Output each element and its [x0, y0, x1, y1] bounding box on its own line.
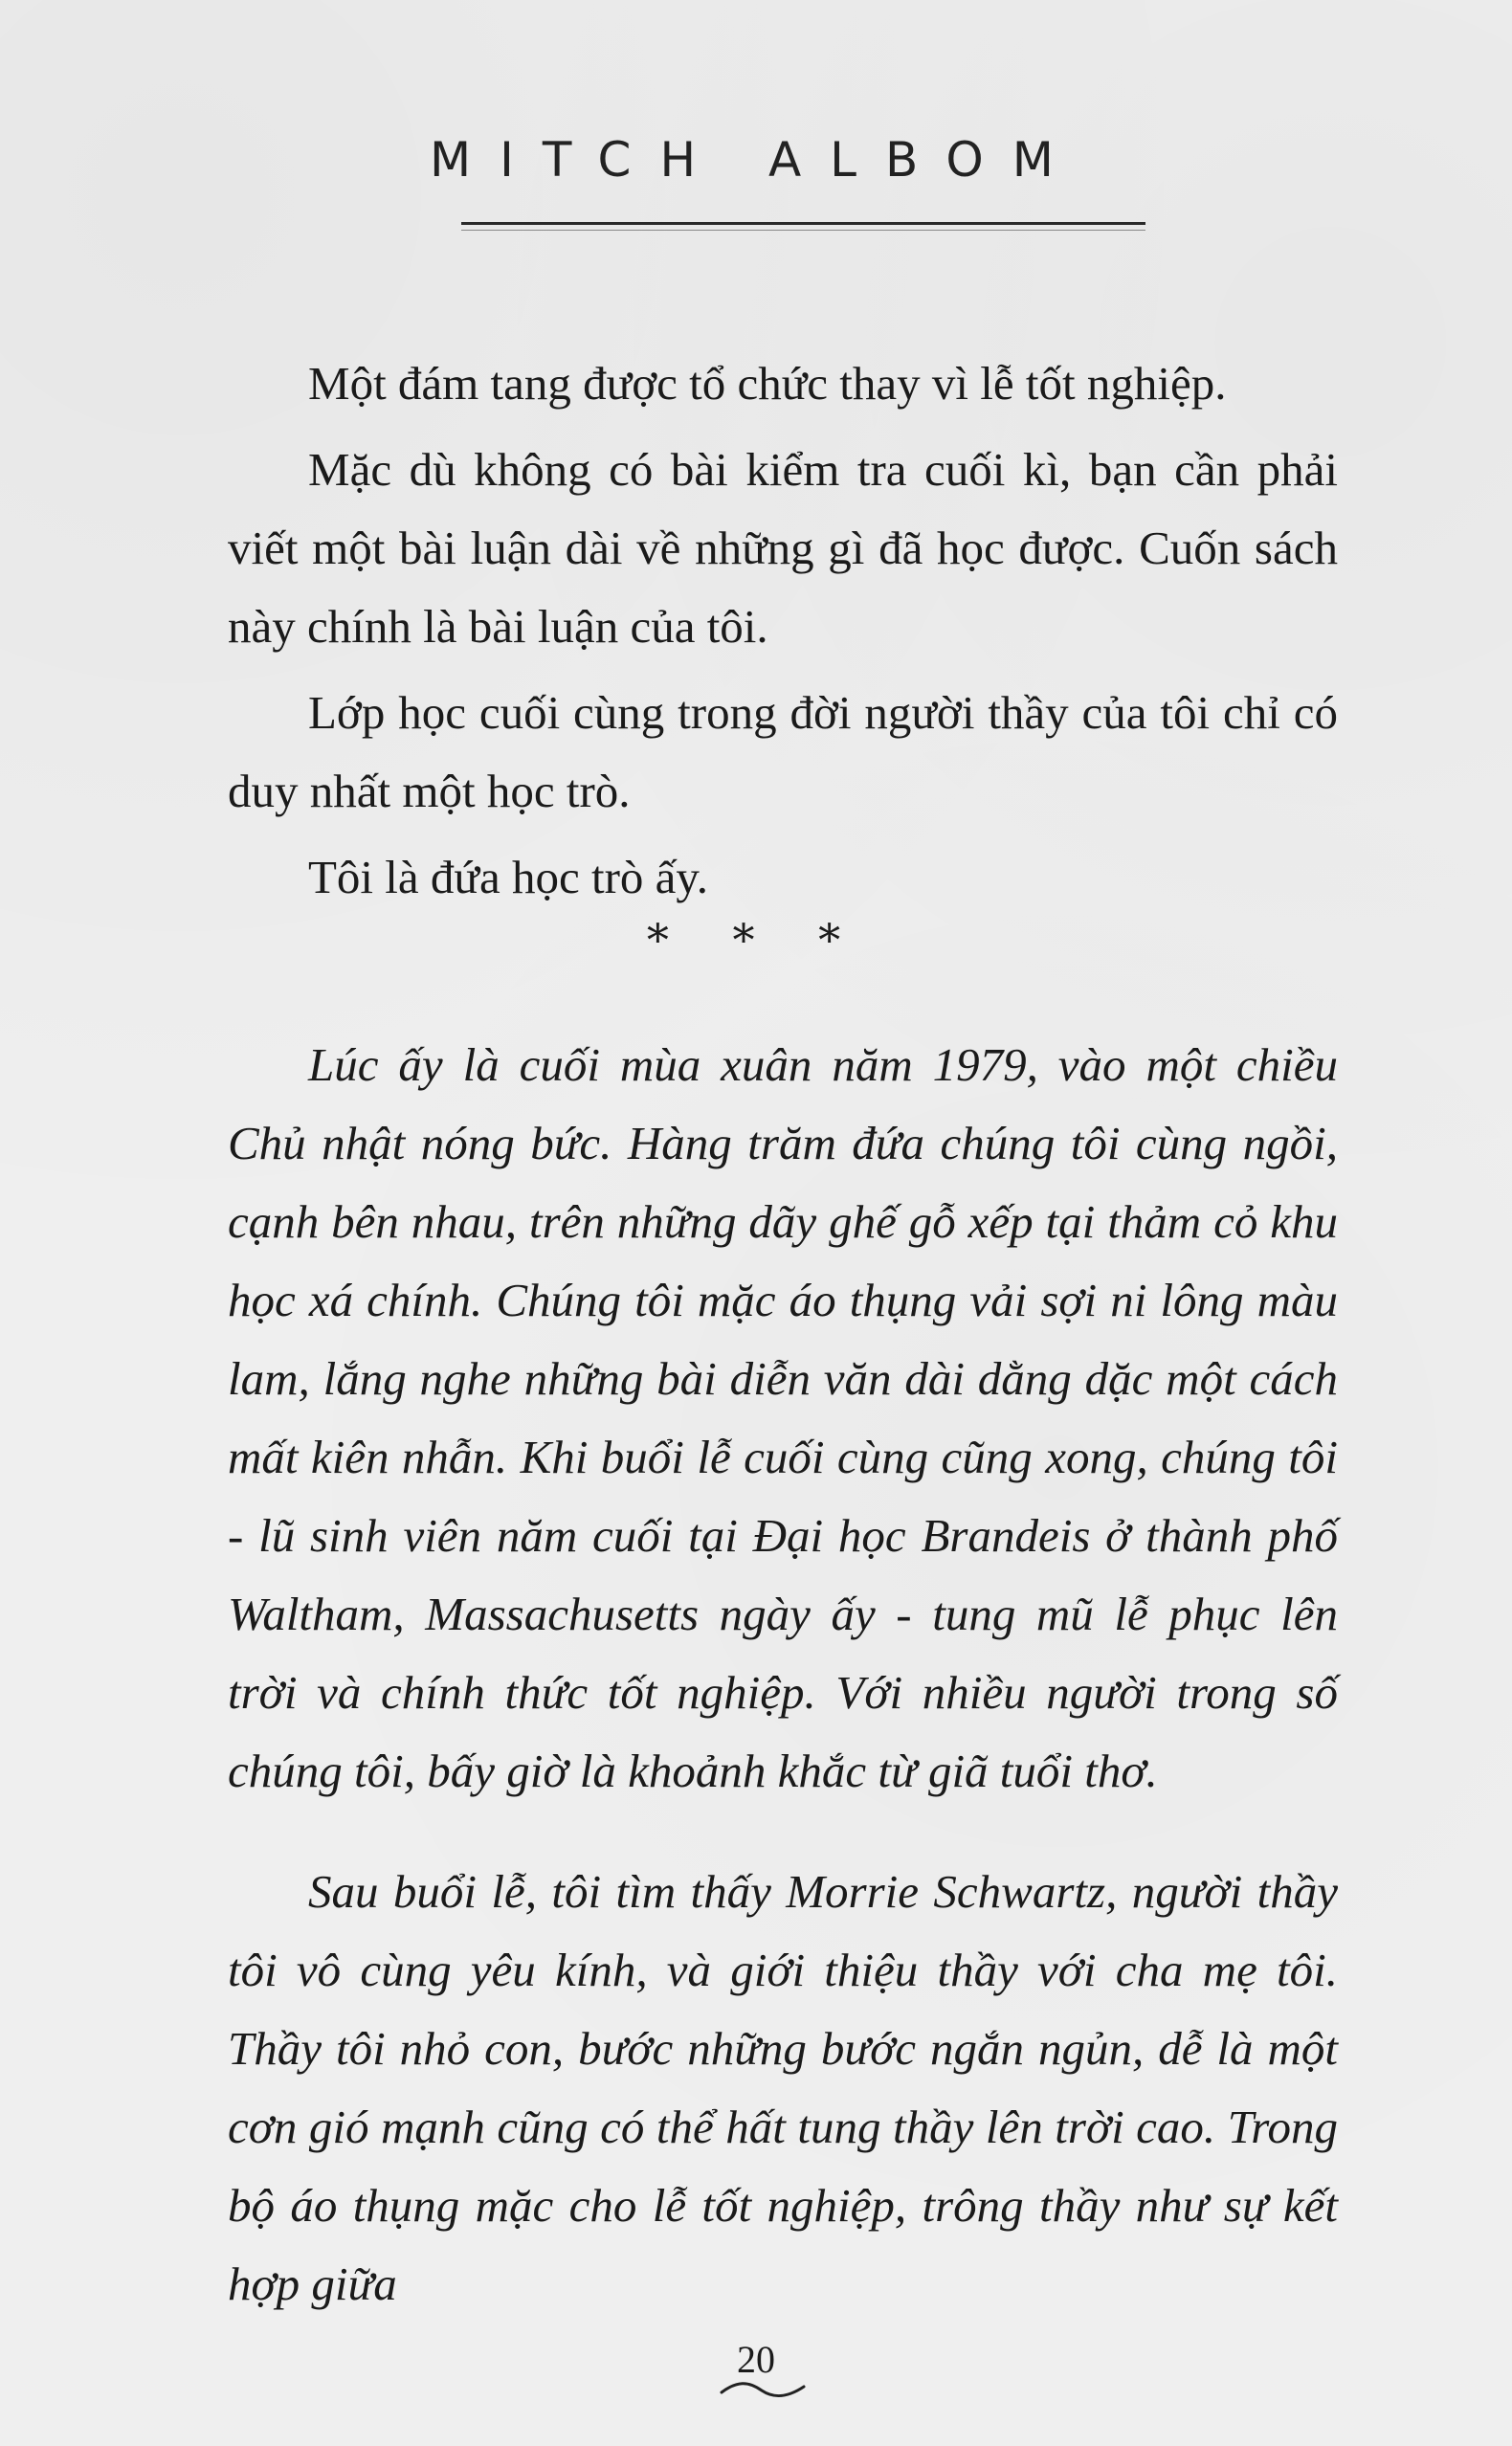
paragraph: Sau buổi lễ, tôi tìm thấy Morrie Schwartz, người thầy tôi vô cùng yêu kính, và giới thiệu thầy với cha mẹ tôi. Thầy tôi nhỏ con, bước những bước ngắn ngủn, dễ là một cơn gió mạnh cũng có thể hất tung thầy lên trời cao. Trong bộ áo thụng mặc cho lễ tốt nghiệp, trông thầy như sự kết hợp giữa [228, 1865, 1338, 2310]
header-rule-thin [461, 230, 1145, 231]
upright-text-block [228, 345, 1338, 917]
header-rule [461, 222, 1145, 225]
italic-text-block [228, 1026, 1338, 2324]
section-separator: * * * [646, 914, 866, 966]
running-head: MITCH ALBOM [430, 132, 1082, 188]
paragraph: Lúc ấy là cuối mùa xuân năm 1979, vào một chiều Chủ nhật nóng bức. Hàng trăm đứa chúng tôi cùng ngồi, cạnh bên nhau, trên những dãy ghế gỗ xếp tại thảm cỏ khu học xá chính. Chúng tôi mặc áo thụng vải sợi ni lông màu lam, lắng nghe những bài diễn văn dài dằng dặc một cách mất kiên nhẫn. Khi buổi lễ cuối cùng cũng xong, chúng tôi - lũ sinh viên năm cuối tại Đại học Brandeis ở thành phố Waltham, Massachusetts ngày ấy - tung mũ lễ phục lên trời và chính thức tốt nghiệp. Với nhiều người trong số chúng tôi, bấy giờ là khoảnh khắc từ giã tuổi thơ. [228, 1038, 1338, 1797]
paragraph: Mặc dù không có bài kiểm tra cuối kì, bạn cần phải viết một bài luận dài về những gì đã học được. Cuốn sách này chính là bài luận của tôi. [228, 443, 1338, 653]
page-number: 20 [737, 2338, 775, 2381]
paragraph: Tôi là đứa học trò ấy. [308, 851, 708, 903]
paragraph: Lớp học cuối cùng trong đời người thầy của tôi chỉ có duy nhất một học trò. [228, 686, 1338, 817]
paragraph: Một đám tang được tổ chức thay vì lễ tốt nghiệp. [308, 357, 1227, 410]
folio-swash-ornament [720, 2377, 806, 2402]
